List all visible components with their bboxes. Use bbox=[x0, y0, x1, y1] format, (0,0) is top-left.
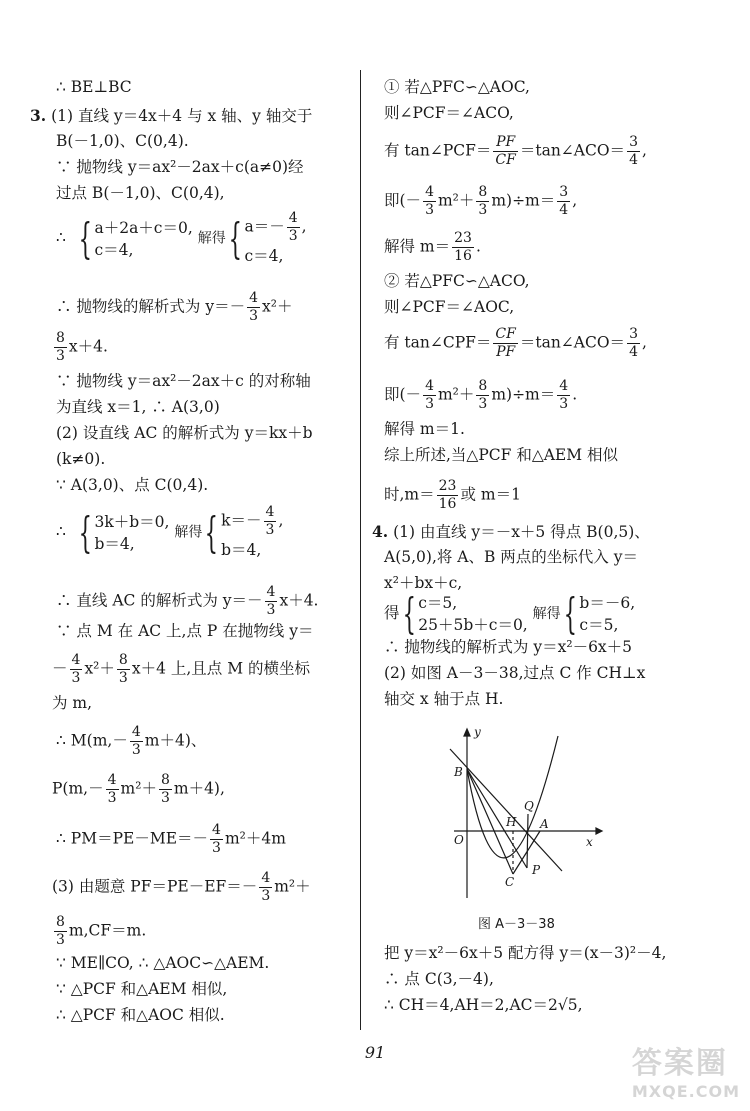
page-number: 91 bbox=[364, 1043, 386, 1062]
y-axis-arrow bbox=[464, 729, 470, 736]
fraction: $\frac{4}{3}$ bbox=[131, 724, 141, 758]
brace: { bbox=[78, 213, 92, 263]
fraction: $\frac{4}{3}$ bbox=[261, 870, 271, 904]
fraction: $\frac{4}{3}$ bbox=[107, 772, 117, 806]
solve-label: 解得 bbox=[532, 606, 561, 622]
problem-number: 4. bbox=[372, 522, 389, 541]
text-line: ∴ 抛物线的解析式为 y＝－ $\frac{4}{3}$ x²＋ bbox=[56, 290, 293, 324]
equation: c＝5, bbox=[418, 594, 458, 612]
text-line: 综上所述,当△PCF 和△AEM 相似 bbox=[384, 446, 619, 464]
segment-bp bbox=[467, 769, 527, 868]
fraction: $\frac{3}{4}$ bbox=[559, 184, 569, 218]
text-line: ∵ ME∥CO, ∴ △AOC∽△AEM. bbox=[56, 954, 270, 972]
text-line: ① 若△PFC∽△AOC, bbox=[384, 78, 530, 96]
fraction: $\frac{4}{3}$ bbox=[212, 822, 221, 856]
line-text: (1) 直线 y＝4x＋4 与 x 轴、y 轴交于 bbox=[51, 107, 313, 125]
equation: c＝4, bbox=[94, 240, 134, 259]
text-line: ∴ M(m,－ $\frac{4}{3}$ m＋4)、 bbox=[56, 724, 207, 758]
text-line: $\frac{8}{3}$ m,CF＝m. bbox=[56, 914, 147, 948]
equation-system: ∴ { a＋2a＋c＝0, c＝4, 解得{ a＝－ $\frac{4}{3}$ , c＝4, bbox=[56, 210, 307, 265]
fraction: $\frac{4}{3}$ bbox=[265, 504, 275, 538]
text-line: (2) 设直线 AC 的解析式为 y＝kx＋b bbox=[56, 424, 313, 442]
fraction: $\frac{8}{3}$ bbox=[478, 184, 488, 218]
text-line: ∴ BE⊥BC bbox=[56, 78, 132, 96]
equation-system bbox=[384, 589, 636, 638]
text-line: 即(－ $\frac{4}{3}$ m²＋ $\frac{8}{3}$ m)÷m＝ $\frac{4}{3}$ . bbox=[384, 378, 578, 412]
equation-system: ∴ { 3k＋b＝0, b＝4, 解得{ k＝－ $\frac{4}{3}$ , b＝4, bbox=[56, 504, 284, 559]
label-c: C bbox=[505, 875, 515, 889]
label-o: O bbox=[454, 833, 464, 847]
therefore-symbol: 得 bbox=[384, 604, 400, 622]
line-text: (1) 由直线 y＝－x＋5 得点 B(0,5)、 bbox=[393, 523, 650, 541]
equation: b＝4, bbox=[94, 534, 135, 553]
fraction: $\frac{23}{16}$ bbox=[454, 230, 472, 264]
fraction: $\frac{8}{3}$ bbox=[478, 378, 488, 412]
brace: { bbox=[78, 507, 92, 557]
fraction: $\frac{4}{3}$ bbox=[249, 290, 259, 324]
brace: { bbox=[402, 589, 416, 638]
text-line: $\frac{8}{3}$ x＋4. bbox=[56, 330, 108, 364]
brace: { bbox=[228, 213, 242, 263]
fraction: $\frac{CF}{PF}$ bbox=[495, 326, 516, 360]
text-line: 即(－ $\frac{4}{3}$ m²＋ $\frac{8}{3}$ m)÷m＝ $\frac{3}{4}$ , bbox=[384, 184, 578, 218]
equation: a＝－ bbox=[244, 217, 285, 236]
label-x: x bbox=[586, 835, 593, 849]
text-line: 则∠PCF＝∠ACO, bbox=[384, 104, 514, 122]
equation: b＝4, bbox=[221, 541, 262, 559]
equation: c＝5, bbox=[579, 616, 619, 634]
equation: c＝4, bbox=[244, 247, 284, 265]
text-line: ∴ 点 C(3,－4), bbox=[384, 970, 494, 988]
fraction: $\frac{4}{3}$ bbox=[266, 584, 276, 618]
therefore-symbol: ∴ bbox=[56, 228, 66, 247]
fraction: $\frac{3}{4}$ bbox=[629, 134, 638, 168]
text-line: (k≠0). bbox=[56, 450, 106, 468]
text-line: ∵ 抛物线 y＝ax²－2ax＋c 的对称轴 bbox=[56, 372, 311, 390]
therefore-symbol: ∴ bbox=[56, 522, 66, 541]
text-line: ∵ A(3,0)、点 C(0,4). bbox=[56, 476, 209, 494]
label-p: P bbox=[532, 863, 541, 877]
label-q: Q bbox=[524, 799, 534, 813]
solve-label: 解得 bbox=[197, 230, 226, 247]
text-line: 为 m, bbox=[52, 694, 93, 712]
text-line: 有 tan∠CPF＝ $\frac{CF}{PF}$ ＝tan∠ACO＝ $\frac{3}{4}$ , bbox=[384, 326, 647, 360]
equation: b＝－6, bbox=[579, 594, 636, 612]
fraction: $\frac{PF}{CF}$ bbox=[495, 134, 516, 168]
parabola-figure bbox=[440, 726, 610, 906]
text-line: x²＋bx＋c, bbox=[384, 574, 463, 592]
text-line: 把 y＝x²－6x＋5 配方得 y＝(x－3)²－4, bbox=[384, 944, 667, 962]
text-line: 则∠PCF＝∠AOC, bbox=[384, 298, 515, 316]
text-line: ∵ 抛物线 y＝ax²－2ax＋c(a≠0)经 bbox=[56, 158, 304, 176]
fraction: $\frac{4}{3}$ bbox=[425, 184, 434, 218]
equation: k＝－ bbox=[221, 511, 262, 530]
text-line: ② 若△PFC∽△ACO, bbox=[384, 272, 530, 290]
text-line: 过点 B(－1,0)、C(0,4), bbox=[56, 184, 225, 202]
figure-caption: 图 A－3－38 bbox=[478, 917, 555, 932]
text-line: － $\frac{4}{3}$ x²＋ $\frac{8}{3}$ x＋4 上,且点 M 的横坐标 bbox=[52, 652, 311, 686]
text-line: A(5,0),将 A、B 两点的坐标代入 y＝ bbox=[384, 548, 638, 566]
watermark-title: 答案圈 bbox=[631, 1046, 728, 1081]
text-line: 解得 m＝1. bbox=[384, 420, 465, 438]
text-line: (2) 如图 A－3－38,过点 C 作 CH⊥x bbox=[384, 664, 646, 682]
text-line bbox=[30, 108, 312, 125]
text-line: 为直线 x＝1, ∴ A(3,0) bbox=[56, 398, 220, 416]
equation: a＋2a＋c＝0, bbox=[94, 218, 193, 237]
brace: { bbox=[563, 589, 577, 638]
fraction: $\frac{8}{3}$ bbox=[118, 652, 128, 686]
fraction: $\frac{8}{3}$ bbox=[56, 330, 65, 364]
label-h: H bbox=[506, 815, 517, 829]
fraction: $\frac{4}{3}$ bbox=[71, 652, 81, 686]
fraction: $\frac{4}{3}$ bbox=[425, 378, 434, 412]
solve-label: 解得 bbox=[174, 524, 203, 541]
text-line: ∴ 抛物线的解析式为 y＝x²－6x＋5 bbox=[384, 638, 633, 656]
label-b: B bbox=[454, 765, 463, 779]
text-line: ∴ 直线 AC 的解析式为 y＝－ $\frac{4}{3}$ x＋4. bbox=[56, 584, 319, 618]
watermark bbox=[632, 1038, 740, 1101]
equation: 3k＋b＝0, bbox=[94, 512, 170, 531]
text-line bbox=[372, 524, 650, 541]
watermark-url: MXQE.COM bbox=[631, 1082, 740, 1101]
text-line: ∴ CH＝4,AH＝2,AC＝2√5, bbox=[384, 996, 583, 1014]
text-line: ∴ PM＝PE－ME＝－ $\frac{4}{3}$ m²＋4m bbox=[56, 822, 286, 856]
problem-number: 3. bbox=[30, 106, 47, 125]
fraction: $\frac{23}{16}$ bbox=[438, 478, 457, 512]
fraction: $\frac{8}{3}$ bbox=[160, 772, 170, 806]
text-line: 轴交 x 轴于点 H. bbox=[384, 690, 504, 708]
text-line: ∵ 点 M 在 AC 上,点 P 在抛物线 y＝ bbox=[56, 622, 314, 640]
text-line: (3) 由题意 PF＝PE－EF＝－ $\frac{4}{3}$ m²＋ bbox=[52, 870, 311, 904]
fraction: $\frac{3}{4}$ bbox=[629, 326, 638, 360]
fraction: $\frac{4}{3}$ bbox=[559, 378, 569, 412]
x-axis-arrow bbox=[596, 828, 602, 834]
text-line: 有 tan∠PCF＝ $\frac{PF}{CF}$ ＝tan∠ACO＝ $\frac{3}{4}$ , bbox=[384, 134, 647, 168]
equation: 25＋5b＋c＝0, bbox=[418, 616, 528, 634]
text-line: ∵ △PCF 和△AEM 相似, bbox=[56, 980, 228, 998]
fraction: $\frac{4}{3}$ bbox=[288, 210, 298, 244]
label-a: A bbox=[540, 817, 549, 831]
text-line: 时,m＝ $\frac{23}{16}$ 或 m＝1 bbox=[384, 478, 521, 512]
column-divider bbox=[360, 70, 361, 1030]
text-line: ∴ △PCF 和△AOC 相似. bbox=[56, 1006, 225, 1024]
text-line: B(－1,0)、C(0,4). bbox=[56, 132, 189, 150]
text-line: P(m,－ $\frac{4}{3}$ m²＋ $\frac{8}{3}$ m＋4), bbox=[52, 772, 225, 806]
fraction: $\frac{8}{3}$ bbox=[56, 914, 65, 948]
segment-qp bbox=[527, 814, 528, 868]
text-line: 解得 m＝ $\frac{23}{16}$ . bbox=[384, 230, 481, 264]
label-y: y bbox=[474, 726, 481, 739]
brace: { bbox=[205, 507, 219, 557]
